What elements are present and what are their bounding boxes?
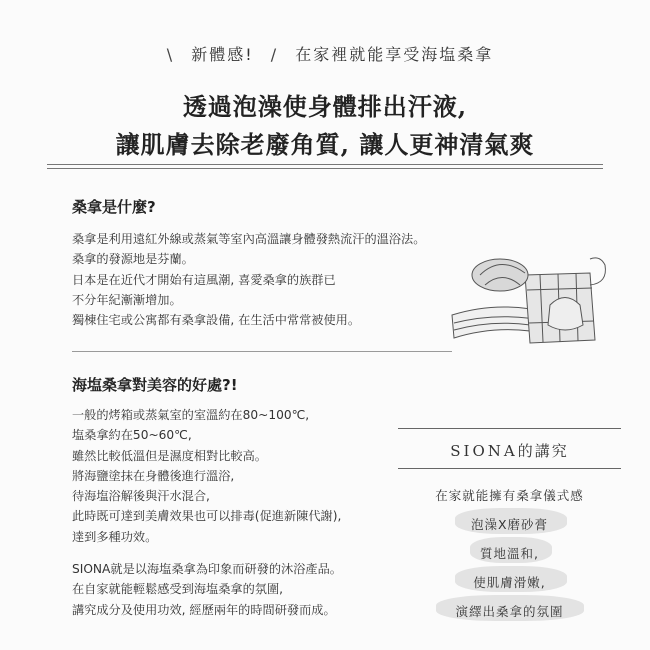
body-line: SIONA就是以海塩桑拿為印象而研發的沐浴產品。	[72, 562, 342, 576]
box-line: 在家就能擁有桑拿儀式感	[435, 488, 584, 503]
body-line: 達到多種功效。	[72, 529, 158, 544]
body-line: 此時既可達到美膚效果也可以排毒(促進新陳代謝),	[72, 509, 342, 524]
body-line: 獨棟住宅或公寓都有桑拿設備, 在生活中常常被使用。	[72, 313, 361, 328]
body-line: 塩桑拿約在50~60℃,	[72, 428, 192, 443]
slash-decoration: \	[166, 45, 175, 64]
body-line: 桑拿的發源地是芬蘭。	[72, 252, 194, 267]
section-title-sauna: 桑拿是什麼?	[72, 198, 156, 216]
body-line: 不分年紀漸漸增加。	[72, 292, 182, 307]
box-title-suffix: 的講究	[517, 442, 569, 460]
headline-line-2: 讓肌膚去除老廢角質, 讓人更神清氣爽	[115, 130, 535, 159]
body-line: 講究成分及使用功效, 經歷兩年的時間研發而成。	[72, 602, 336, 617]
body-line: 桑拿是利用遠紅外線或蒸氣等室內高溫讓身體發熱流汗的溫浴法。	[72, 232, 426, 246]
section-title-benefits: 海塩桑拿對美容的好處?!	[72, 376, 238, 394]
body-line: 雖然比較低溫但是濕度相對比較高。	[72, 448, 267, 463]
slash-decoration: /	[270, 45, 279, 64]
box-rule	[398, 468, 621, 469]
box-line: 使肌膚滑嫩,	[473, 575, 546, 590]
body-line: 一般的烤箱或蒸氣室的室溫約在80~100℃,	[72, 408, 310, 422]
box-rule	[398, 428, 621, 429]
brand-name: SIONA	[450, 442, 518, 460]
section-body-benefits	[72, 405, 341, 547]
section-body-sauna	[72, 229, 425, 330]
headline	[0, 88, 650, 164]
tagline	[0, 42, 650, 65]
sauna-bucket-illustration	[440, 245, 610, 350]
body-line: 將海鹽塗抹在身體後進行溫浴,	[72, 468, 235, 483]
box-line: 質地溫和,	[480, 546, 539, 561]
section-body-siona	[72, 559, 342, 620]
box-title	[398, 440, 621, 461]
body-line: 日本是在近代才開始有這風潮, 喜愛桑拿的族群已	[72, 272, 336, 287]
box-line: 演繹出桑拿的氛圍	[455, 604, 564, 619]
header-rule	[47, 168, 603, 169]
tagline-left: 新體感!	[191, 45, 254, 64]
body-line: 在自家就能輕鬆感受到海塩桑拿的氛圍,	[72, 582, 284, 597]
tagline-right: 在家裡就能享受海塩桑拿	[295, 45, 494, 64]
box-line: 泡澡X磨砂膏	[470, 517, 549, 532]
headline-line-1: 透過泡澡使身體排出汗液,	[182, 92, 468, 121]
section-divider	[72, 351, 452, 352]
header-rule	[47, 164, 603, 165]
body-line: 待海塩浴解後與汗水混合,	[72, 489, 210, 504]
